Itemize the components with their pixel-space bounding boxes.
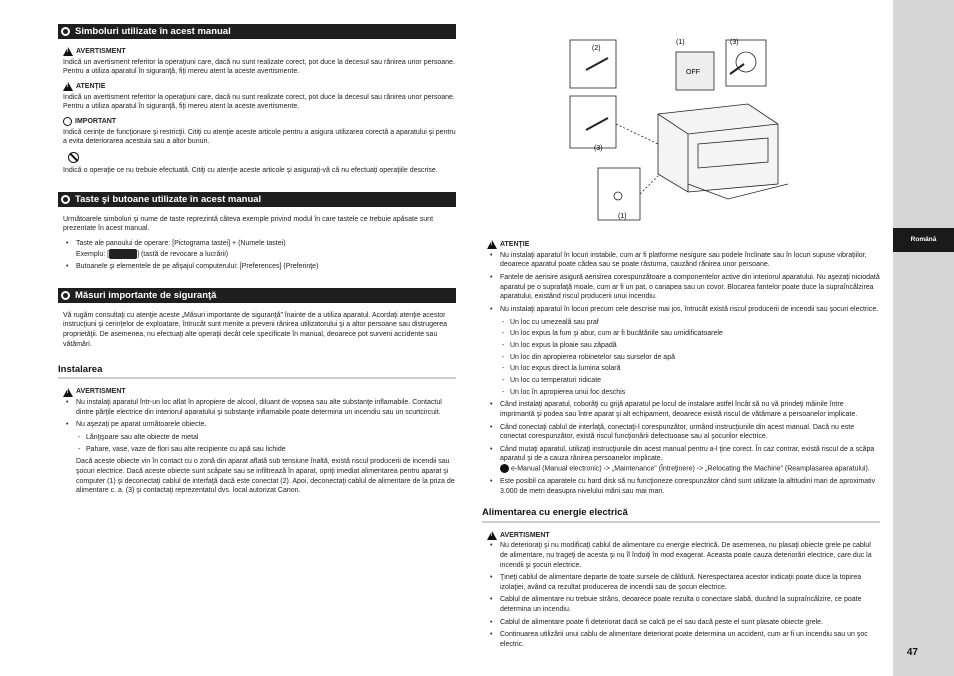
dash-item: - Un loc cu temperaturi ridicate xyxy=(510,376,880,386)
section-bullet-icon xyxy=(61,195,70,204)
caution-icon xyxy=(487,240,497,249)
important-icon xyxy=(63,117,72,126)
section-header-symbols xyxy=(58,24,456,39)
warning-heading xyxy=(63,47,456,57)
callout-1: (1) xyxy=(676,39,685,46)
list-item: • Butoanele şi elementele de pe afişajul computerului: [Preferences] (Preferinţe) xyxy=(76,262,456,272)
caution-label: ATENŢIE xyxy=(500,241,530,248)
dash-item: - Un loc în apropierea unui foc deschis xyxy=(510,388,880,398)
list-item: • Ţineţi cablul de alimentare departe de toate sursele de căldură. Nerespectarea acestor indicaţii poate duce la topirea izolaţiei, având ca rezultat producerea de incendii sau de şocuri electrice. xyxy=(500,573,880,592)
item-note: Dacă aceste obiecte vin în contact cu o zonă din aparat aflată sub tensiune înaltă, există riscul producerii de incendii sau şocuri electrice. Dacă aceste obiecte sunt scăpate sau se infiltrează în aparat, opriţi imediat alimentarea pentru aparat şi computer (1) şi deconectaţi cablul de interfaţă dacă este conectat (2). Apoi, deconectaţi cablul de alimentare de la priza de alimentare c. a. (3) şi contactaţi reprezentatul dvs. local autorizat Canon. xyxy=(76,458,455,495)
list-item: • Cablul de alimentare poate fi deteriorat dacă se calcă pe el sau dacă peste el sunt plasate obiecte grele. xyxy=(500,618,880,628)
emanual-reference: e-Manual (Manual electronic) -> „Maintenance” (Întreţinere) -> „Relocating the Machine” (Reamplasarea aparatului). xyxy=(511,465,870,473)
list-item: • Nu deterioraţi şi nu modificaţi cablul de alimentare cu energie electrică. De asemenea, nu plasaţi obiecte grele pe cablul de alimentare, nu trageţi de acesta şi nu îl îndoiţi în mod exagerat. Aceasta poate cauza deteriorări electrice, care duc la incendii şi şocuri electrice. xyxy=(500,541,880,570)
warning-text: Indică un avertisment referitor la operaţiuni care, dacă nu sunt realizate corect, pot duce la decesul sau rănirea unor persoane. Pentru a utiliza aparatul în siguranţă, fiţi mereu atent la aceste avertismente. xyxy=(63,58,455,76)
dash-item: - Pahare, vase, vaze de flori sau alte recipiente cu apă sau lichide xyxy=(86,445,456,455)
page-number: 47 xyxy=(906,647,918,658)
section-bullet-icon xyxy=(61,27,70,36)
list-item xyxy=(76,420,456,496)
keys-intro: Următoarele simboluri şi nume de taste reprezintă câteva exemple privind modul în care tastele ce trebuie apăsate sunt prezentate în acest manual. xyxy=(63,215,434,233)
section-title: Măsuri importante de siguranţă xyxy=(75,289,217,301)
important-label: IMPORTANT xyxy=(75,117,117,125)
callout-3: (3) xyxy=(730,39,739,46)
caution-icon xyxy=(63,82,73,91)
warning-label: AVERTISMENT xyxy=(76,388,126,396)
callout-3b: (3) xyxy=(594,145,603,152)
list-item: • Fantele de aerisire asigură aerisirea corespunzătoare a componentelor active din interiorul aparatului. Nu aşezaţi niciodată aparatul pe o suprafaţă moale, cum ar fi un pat, o canapea sau un covor. Blocarea fantelor poate duce la supraîncălzirea aparatului, existând riscul producerii unui incendiu. xyxy=(500,273,880,302)
dash-item: - Un loc expus direct la lumina solară xyxy=(510,364,880,374)
stop-key-icon xyxy=(109,249,137,259)
section-header-keys xyxy=(58,192,456,207)
list-item: • Când instalaţi aparatul, coborâţi cu grijă aparatul pe locul de instalare astfel încât să nu vă prindeţi mâinile între imprimantă şi podea sau între aparat şi alt echipament, deoarece există riscul de vătămare a persoanelor implicate. xyxy=(500,400,880,419)
language-tab xyxy=(893,228,954,252)
outlet-inset xyxy=(726,40,766,86)
power-supply-heading: Alimentarea cu energie electrică xyxy=(482,506,880,522)
side-tab xyxy=(893,0,954,676)
right-column xyxy=(482,240,880,653)
warning-label: AVERTISMENT xyxy=(76,48,126,55)
item-text: Nu instalaţi aparatul în locuri precum cele descrise mai jos, întrucât există riscul producerii de incendii sau şocuri electrice. xyxy=(500,305,879,313)
example-suffix: ] (tastă de revocare a lucrării) xyxy=(137,250,229,258)
caution-heading xyxy=(487,240,880,250)
off-label: OFF xyxy=(686,69,700,76)
list-item xyxy=(500,445,880,474)
warning-icon xyxy=(487,531,497,540)
warning-label: AVERTISMENT xyxy=(500,531,550,539)
warning-icon xyxy=(63,388,73,397)
item-text: Nu aşezaţi pe aparat următoarele obiecte. xyxy=(76,421,207,429)
caution-heading xyxy=(63,82,456,92)
callout-1b: (1) xyxy=(618,213,627,220)
prohibited-text: Indică o operaţie ce nu trebuie efectuată. Citiţi cu atenţie aceste articole şi asiguraţi-vă că nu efectuaţi operaţiile descrise. xyxy=(63,166,438,174)
list-item: • Când conectaţi cablul de interfaţă, conectaţi-l corespunzător, urmând instrucţiunile din acest manual. Dacă nu este conectat corespunzător, există riscul funcţionării defectuoase sau al şocurilor electrice. xyxy=(500,423,880,442)
power-switch-icon xyxy=(614,192,622,200)
installation-heading: Instalarea xyxy=(58,363,456,379)
prohibited-icon xyxy=(68,152,79,163)
item-text: Când mutaţi aparatul, utilizaţi instrucţiunile din acest manual pentru a-l ţine corect. În caz contrar, există riscul de a scăpa aparatul şi de a cauza rănirea persoanelor implicate. xyxy=(500,445,875,463)
callout-2: (2) xyxy=(592,45,601,52)
list-item xyxy=(76,239,456,259)
caution-text: Indică un avertisment referitor la operaţiuni care, dacă nu sunt realizate corect, pot duce la decesul sau rănirea unor persoane. Pentru a utiliza aparatul în siguranţă, fiţi mereu atent la aceste avertismente. xyxy=(63,93,455,111)
section-header-safety xyxy=(58,288,456,303)
printer-illustration xyxy=(568,34,800,224)
warning-icon xyxy=(63,47,73,56)
left-column xyxy=(58,24,456,499)
section-title: Taste şi butoane utilizate în acest manual xyxy=(75,193,262,205)
printer-body xyxy=(658,104,778,192)
safety-intro: Vă rugăm consultaţi cu atenţie aceste „Măsuri importante de siguranţă” înainte de a utiliza aparatul. Acordaţi atenţie acestor instrucţiuni şi cerinţelor de exploatare, întrucât sunt menite a preveni rănirea utilizatorului şi a altor persoane sau distrugerea proprietăţii. De asemenea, nu efectuaţi alte operaţii decât cele specificate în manual, deoarece pot surveni accidente sau vătămări. xyxy=(63,311,448,348)
caution-label: ATENŢIE xyxy=(76,82,106,90)
dash-item: - Un loc cu umezeală sau praf xyxy=(510,318,880,328)
item-text: Taste ale panoului de operare: [Pictograma tastei] + (Numele tastei) xyxy=(76,239,286,247)
list-item: • Continuarea utilizării unui cablu de alimentare deteriorat poate determina un accident, cum ar fi un incendiu sau un şoc electric. xyxy=(500,630,880,649)
section-bullet-icon xyxy=(61,291,70,300)
wall-outlet-icon xyxy=(736,52,756,72)
warning-heading xyxy=(63,387,456,397)
warning-heading xyxy=(487,531,880,541)
dash-item: - Lănţişoare sau alte obiecte de metal xyxy=(86,433,456,443)
example-prefix: Exemplu: [ xyxy=(76,250,110,258)
list-item xyxy=(500,305,880,397)
list-item: • Este posibil ca aparatele cu hard disk să nu funcţioneze corespunzător când sunt utilizate la altitudini mari de aproximativ 3.000 de metri deasupra nivelului mării sau mai mari. xyxy=(500,477,880,496)
power-port-inset xyxy=(570,96,616,148)
important-text: Indică cerinţe de funcţionare şi restricţii. Citiţi cu atenţie aceste articole pentru a asigura utilizarea corectă a aparatului şi pentru a evita deteriorarea acestuia sau a altor bunuri. xyxy=(63,128,456,146)
list-item: • Nu instalaţi aparatul în locuri instabile, cum ar fi platforme nesigure sau podele înclinate sau în locuri supuse vibraţiilor, deoarece aparatul poate cădea sau se poate răsturna, cauzând rănirea unor persoane. xyxy=(500,251,880,270)
list-item: • Nu instalaţi aparatul într-un loc aflat în apropiere de alcool, diluant de vopsea sau alte substanţe inflamabile. Contactul dintre părţile electrice din interiorul aparatului şi substanţe inflamabile poate determina un incendiu sau un scurtcircuit. xyxy=(76,398,456,417)
dash-item: - Un loc din apropierea robinetelor sau surselor de apă xyxy=(510,353,880,363)
emanual-icon xyxy=(500,464,509,473)
list-item: • Cablul de alimentare nu trebuie strâns, deoarece poate rezulta o conectare slabă, ducând la supraîncălzire, ce poate determina un incendiu. xyxy=(500,595,880,614)
dash-item: - Un loc expus la ploaie sau zăpadă xyxy=(510,341,880,351)
dash-item: - Un loc expus la fum şi abur, cum ar fi bucătăriile sau umidificatoarele xyxy=(510,329,880,339)
section-title: Simboluri utilizate în acest manual xyxy=(75,25,231,37)
important-heading xyxy=(63,117,456,127)
language-label: Română xyxy=(910,235,937,243)
